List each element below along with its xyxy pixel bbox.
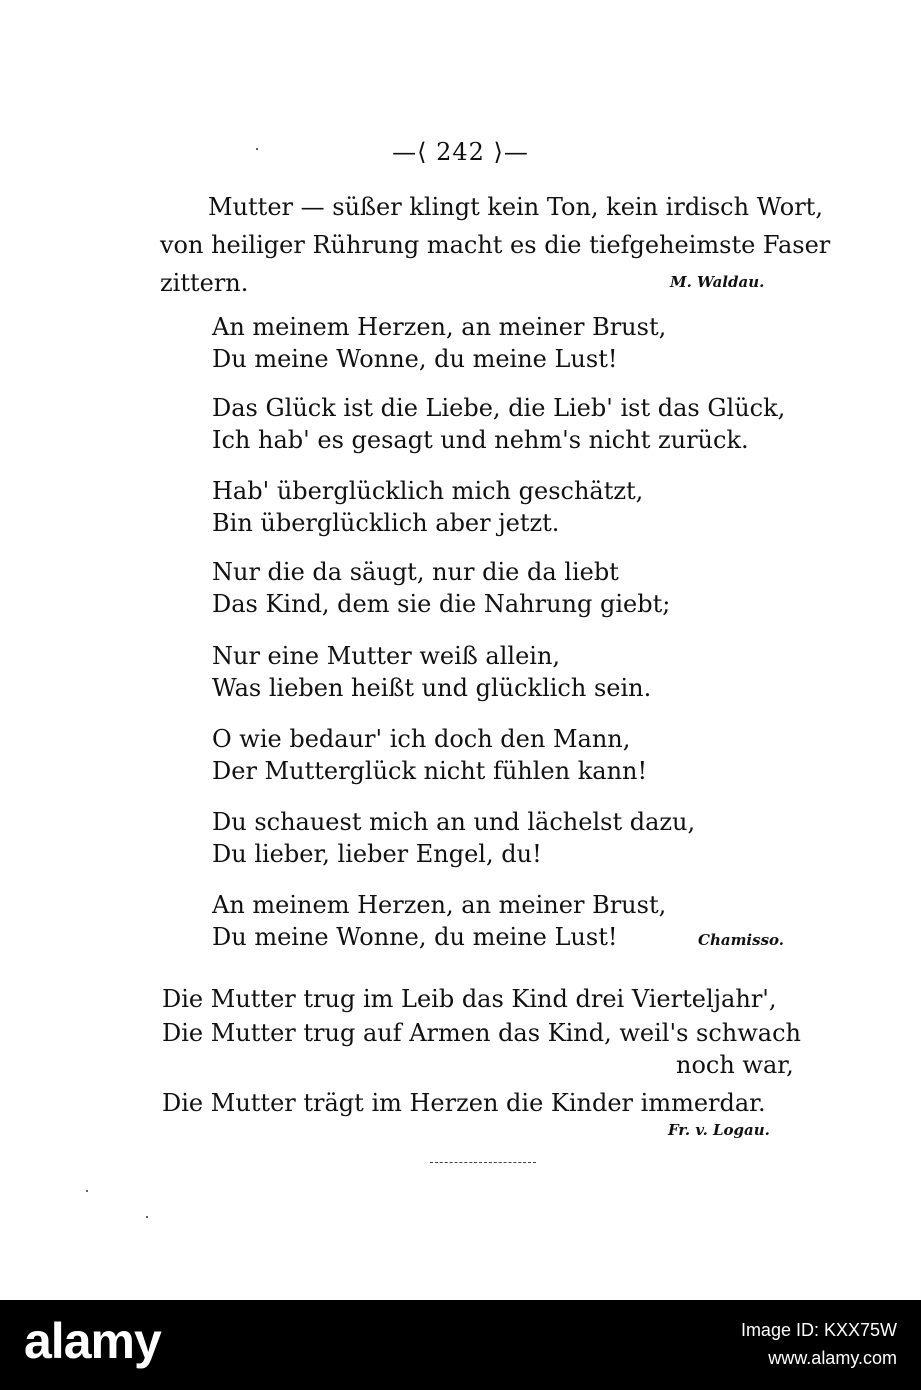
alamy-logo: alamy xyxy=(24,1313,161,1369)
poem-line: Nur die da säugt, nur die da liebt xyxy=(212,558,619,586)
poem-line: Das Kind, dem sie die Nahrung giebt; xyxy=(212,590,671,618)
poem-line: O wie bedaur' ich doch den Mann, xyxy=(212,725,631,753)
poem-line: An meinem Herzen, an meiner Brust, xyxy=(212,313,667,341)
poem-line: Du meine Wonne, du meine Lust! xyxy=(212,923,618,951)
prose-line: Mutter — süßer klingt kein Ton, kein irdisch Wort, xyxy=(208,193,823,221)
poem-line: Was lieben heißt und glücklich sein. xyxy=(212,674,652,702)
epigram-line: Die Mutter trägt im Herzen die Kinder immerdar. xyxy=(162,1089,766,1117)
poem-line: Du meine Wonne, du meine Lust! xyxy=(212,345,618,373)
prose-line: zittern. xyxy=(160,269,249,297)
watermark-footer xyxy=(0,1300,921,1390)
speck-mark xyxy=(146,1216,148,1218)
poem-line: Ich hab' es gesagt und nehm's nicht zurück. xyxy=(212,426,749,454)
poem-line: Nur eine Mutter weiß allein, xyxy=(212,642,561,670)
image-info xyxy=(741,1316,897,1372)
poem-line: Du lieber, lieber Engel, du! xyxy=(212,840,542,868)
poem-line: Bin überglücklich aber jetzt. xyxy=(212,509,560,537)
prose-author: M. Waldau. xyxy=(670,273,765,291)
poem-author: Chamisso. xyxy=(698,931,784,949)
poem-line: An meinem Herzen, an meiner Brust, xyxy=(212,891,667,919)
page-number: —⟨ 242 ⟩— xyxy=(392,138,529,166)
speck-mark xyxy=(86,1190,88,1192)
prose-line: von heiliger Rührung macht es die tiefgeheimste Faser xyxy=(160,231,831,259)
epigram-line: Die Mutter trug im Leib das Kind drei Vierteljahr', xyxy=(162,985,777,1013)
site-url: www.alamy.com xyxy=(768,1348,897,1368)
epigram-line: Die Mutter trug auf Armen das Kind, weil's schwach xyxy=(162,1019,801,1047)
epigram-author: Fr. v. Logau. xyxy=(668,1121,770,1139)
poem-line: Du schauest mich an und lächelst dazu, xyxy=(212,808,696,836)
poem-line: Hab' überglücklich mich geschätzt, xyxy=(212,477,644,505)
epigram-line: noch war, xyxy=(676,1051,794,1079)
closing-rule xyxy=(430,1162,536,1163)
image-id: Image ID: KXX75W xyxy=(740,1320,897,1340)
poem-line: Das Glück ist die Liebe, die Lieb' ist das Glück, xyxy=(212,394,786,422)
poem-line: Der Mutterglück nicht fühlen kann! xyxy=(212,757,648,785)
